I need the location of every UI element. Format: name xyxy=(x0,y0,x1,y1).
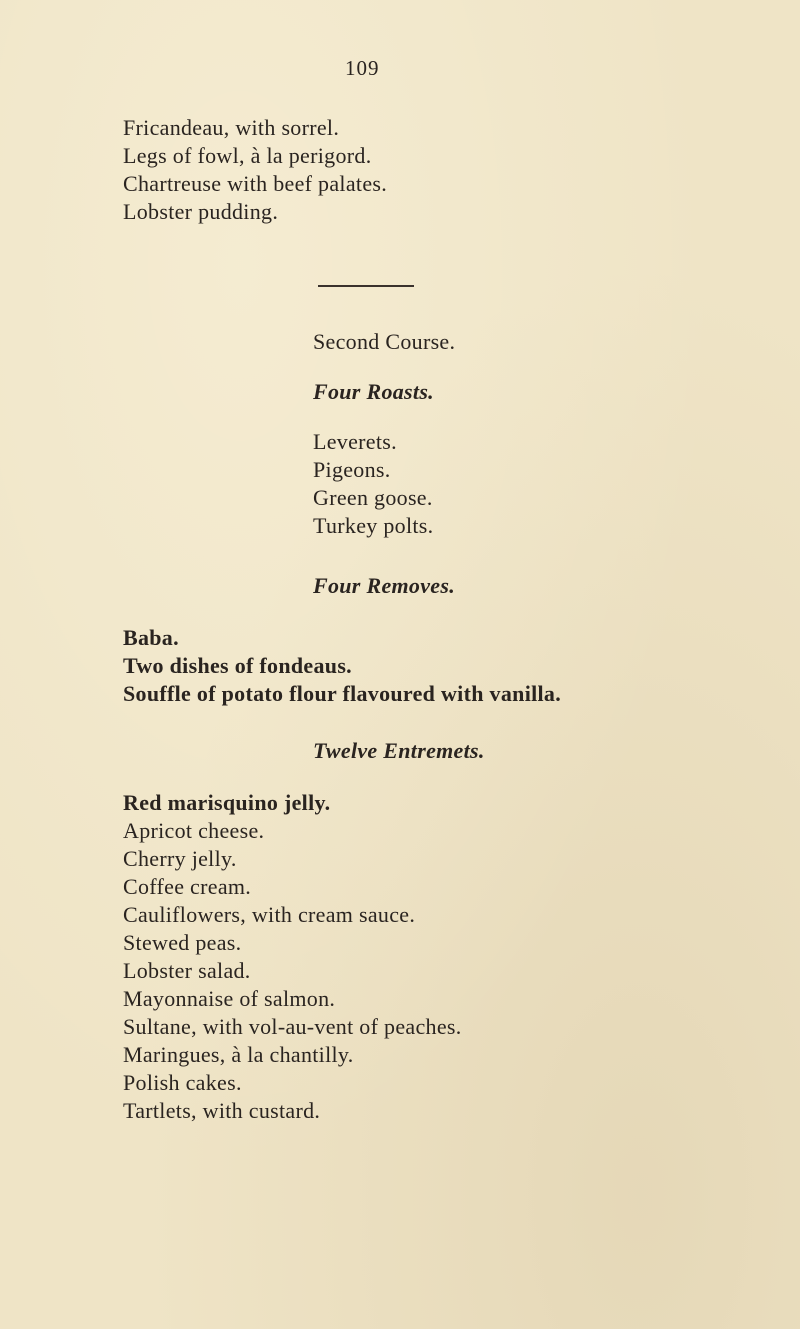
menu-item: Polish cakes. xyxy=(123,1070,242,1095)
page-number: 109 xyxy=(345,56,380,80)
menu-item: Apricot cheese. xyxy=(123,818,265,843)
section-divider xyxy=(318,285,414,287)
menu-item: Coffee cream. xyxy=(123,874,252,899)
section-heading-removes: Four Removes. xyxy=(313,573,456,598)
menu-item: Cherry jelly. xyxy=(123,846,237,871)
menu-item: Cauliflowers, with cream sauce. xyxy=(123,902,416,927)
menu-item: Green goose. xyxy=(313,485,433,510)
section-heading-roasts: Four Roasts. xyxy=(313,379,434,404)
menu-item: Pigeons. xyxy=(313,457,391,482)
menu-item: Stewed peas. xyxy=(123,930,242,955)
menu-item: Fricandeau, with sorrel. xyxy=(123,115,340,140)
menu-item: Baba. xyxy=(123,625,179,650)
menu-item: Maringues, à la chantilly. xyxy=(123,1042,354,1067)
menu-item: Mayonnaise of salmon. xyxy=(123,986,336,1011)
menu-item: Lobster pudding. xyxy=(123,199,279,224)
menu-item: Tartlets, with custard. xyxy=(123,1098,321,1123)
section-heading-entremets: Twelve Entremets. xyxy=(313,738,485,763)
menu-item: Turkey polts. xyxy=(313,513,434,538)
menu-item: Two dishes of fondeaus. xyxy=(123,653,352,678)
menu-item: Red marisquino jelly. xyxy=(123,790,331,815)
menu-item: Leverets. xyxy=(313,429,397,454)
course-heading: Second Course. xyxy=(313,329,456,354)
menu-item: Chartreuse with beef palates. xyxy=(123,171,388,196)
menu-item: Lobster salad. xyxy=(123,958,251,983)
menu-item: Legs of fowl, à la perigord. xyxy=(123,143,372,168)
menu-item: Sultane, with vol-au-vent of peaches. xyxy=(123,1014,462,1039)
menu-item: Souffle of potato flour flavoured with vanilla. xyxy=(123,681,562,706)
